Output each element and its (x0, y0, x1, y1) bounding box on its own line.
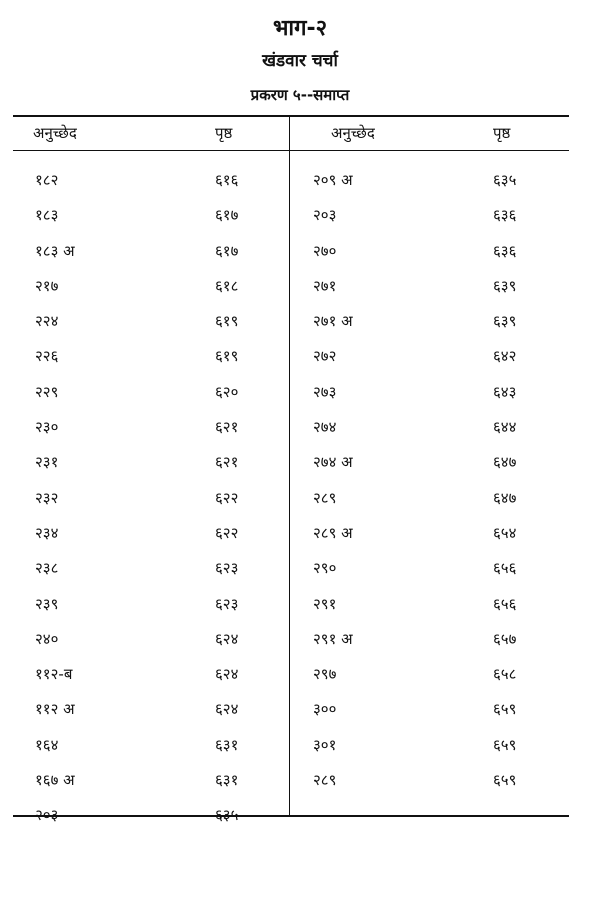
left-article-cell: २३४ (35, 523, 59, 542)
right-article-cell: २७२ (313, 347, 337, 366)
right-page-cell: ६५६ (493, 559, 517, 578)
right-article-cell: २८९ अ (313, 523, 353, 542)
part-heading: भाग-२ (272, 16, 328, 41)
right-article-cell: २८९ (313, 488, 337, 507)
header-rule (13, 150, 569, 151)
table-row (13, 417, 569, 452)
left-article-cell: २२९ (35, 382, 59, 401)
left-article-cell: १६४ (35, 735, 59, 754)
right-page-cell: ६३६ (493, 206, 517, 225)
table-row (13, 241, 569, 276)
table-row (13, 664, 569, 699)
right-page-cell: ६५७ (493, 629, 517, 648)
left-article-cell: ११२-ब (35, 665, 73, 684)
header-left-page: पृष्ठ (215, 124, 233, 142)
table-row (13, 488, 569, 523)
right-page-cell: ६४७ (493, 488, 517, 507)
table-row (13, 558, 569, 593)
right-article-cell: २०९ अ (313, 171, 353, 189)
table-row (13, 594, 569, 629)
table-row (13, 170, 569, 205)
left-page-cell: ६२२ (215, 523, 239, 542)
right-article-cell: २९० (313, 559, 337, 578)
right-article-cell: २७४ अ (313, 453, 353, 472)
left-page-cell: ६२२ (215, 488, 239, 507)
right-article-cell: २७३ (313, 382, 337, 401)
header-right-page: पृष्ठ (493, 124, 511, 142)
table-row (13, 805, 569, 840)
left-page-cell: ६२१ (215, 453, 239, 472)
right-article-cell: २७१ (313, 276, 337, 295)
right-article-cell: २७४ (313, 418, 337, 437)
right-article-cell: २९१ (313, 594, 337, 613)
right-article-cell: २७१ अ (313, 312, 353, 331)
chapter-heading: प्रकरण ५--समाप्त (250, 86, 350, 104)
left-page-cell: ६२१ (215, 418, 239, 437)
right-page-cell: ६३९ (493, 276, 517, 295)
left-article-cell: २३० (35, 418, 59, 437)
left-page-cell: ६३५ (215, 806, 239, 825)
table-row (13, 699, 569, 734)
left-article-cell: २३२ (35, 488, 59, 507)
header-right-article: अनुच्छेद (331, 124, 375, 142)
right-article-cell: ३०० (313, 700, 337, 719)
table-row (13, 452, 569, 487)
table-row (13, 346, 569, 381)
right-article-cell: २०३ (313, 206, 337, 225)
right-page-cell: ६३९ (493, 312, 517, 331)
left-article-cell: १६७ अ (35, 771, 75, 790)
left-page-cell: ६२४ (215, 629, 239, 648)
left-page-cell: ६१६ (215, 171, 239, 189)
left-article-cell: २१७ (35, 276, 59, 295)
right-article-cell: २७० (313, 241, 337, 260)
left-article-cell: २३१ (35, 453, 59, 472)
left-page-cell: ६१७ (215, 206, 239, 225)
table-row (13, 311, 569, 346)
table-row (13, 735, 569, 770)
left-page-cell: ६१९ (215, 312, 239, 331)
right-page-cell: ६४३ (493, 382, 517, 401)
left-page-cell: ६३१ (215, 771, 239, 790)
right-page-cell: ६५९ (493, 735, 517, 754)
table-row (13, 382, 569, 417)
right-page-cell: ६५४ (493, 523, 517, 542)
left-page-cell: ६२३ (215, 559, 239, 578)
right-page-cell: ६५९ (493, 771, 517, 790)
right-article-cell: २९१ अ (313, 629, 353, 648)
right-page-cell: ६४७ (493, 453, 517, 472)
table-body (13, 170, 569, 841)
left-page-cell: ६१७ (215, 241, 239, 260)
right-page-cell: ६५९ (493, 700, 517, 719)
index-table (13, 115, 569, 825)
right-article-cell: २८९ (313, 771, 337, 790)
left-page-cell: ६१८ (215, 276, 239, 295)
table-row (13, 523, 569, 558)
right-page-cell: ६३५ (493, 171, 517, 189)
left-page-cell: ६३१ (215, 735, 239, 754)
table-row (13, 276, 569, 311)
left-article-cell: २०३ (35, 806, 59, 825)
right-article-cell: २९७ (313, 665, 337, 684)
right-page-cell: ६४४ (493, 418, 517, 437)
right-page-cell: ६५८ (493, 665, 517, 684)
left-page-cell: ६२० (215, 382, 239, 401)
table-row (13, 205, 569, 240)
right-page-cell: ६५६ (493, 594, 517, 613)
header-left-article: अनुच्छेद (33, 124, 77, 142)
left-article-cell: १८२ (35, 171, 59, 189)
left-page-cell: ६२४ (215, 700, 239, 719)
left-article-cell: २२६ (35, 347, 59, 366)
left-article-cell: २४० (35, 629, 59, 648)
left-article-cell: २३९ (35, 594, 59, 613)
table-row (13, 629, 569, 664)
table-row (13, 770, 569, 805)
left-article-cell: २२४ (35, 312, 59, 331)
right-article-cell: ३०१ (313, 735, 337, 754)
right-page-cell: ६३६ (493, 241, 517, 260)
left-page-cell: ६१९ (215, 347, 239, 366)
left-article-cell: १८३ अ (35, 241, 75, 260)
left-article-cell: १८३ (35, 206, 59, 225)
section-heading: खंडवार चर्चा (262, 51, 338, 71)
left-page-cell: ६२३ (215, 594, 239, 613)
left-article-cell: ११२ अ (35, 700, 75, 719)
left-article-cell: २३८ (35, 559, 59, 578)
left-page-cell: ६२४ (215, 665, 239, 684)
right-page-cell: ६४२ (493, 347, 517, 366)
